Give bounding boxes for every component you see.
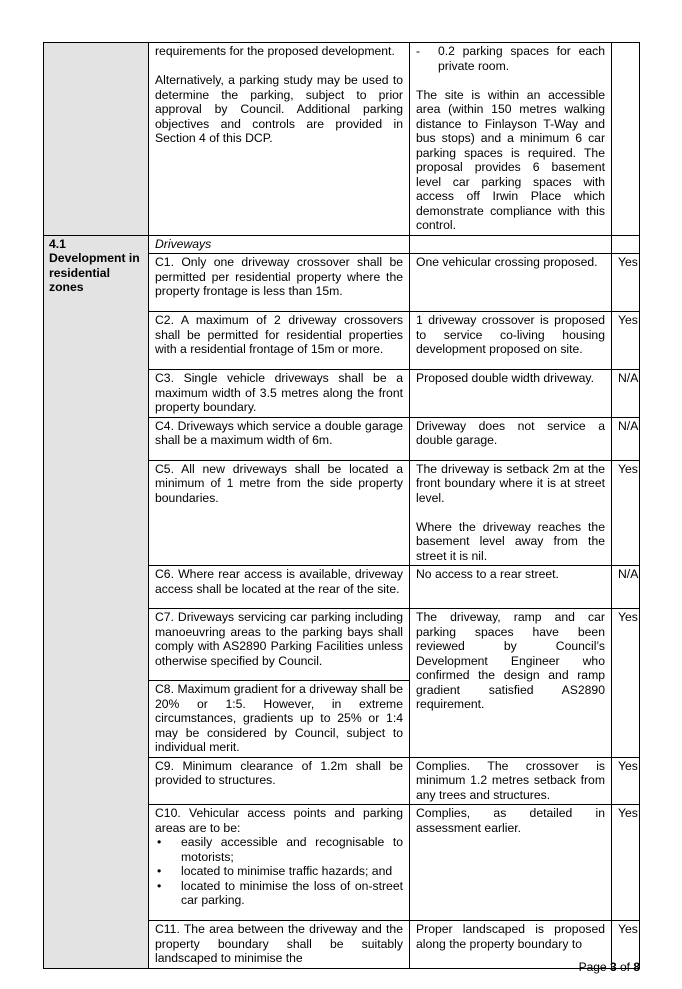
section-heading: 4.1 Development in residential zones [49,236,140,294]
comment-cell [410,460,612,566]
bullet-marker: • [157,864,162,878]
bullet-marker: • [157,835,162,849]
table-row [44,235,640,254]
control-cell: C1. Only one driveway crossover shall be permitted per residential property where the property frontage is less than 15m. [149,254,410,312]
section-cell [44,43,149,236]
comment-cell: Proper landscaped is proposed along the property boundary to [410,921,612,969]
page-of: of [616,960,634,974]
comment-cell: 1 driveway crossover is proposed to service co-living housing development proposed on site. [410,312,612,370]
comment-cell: Driveway does not service a double garage. [410,417,612,460]
comment-cell: Complies, as detailed in assessment earlier. [410,805,612,921]
control-cell: C5. All new driveways shall be located a minimum of 1 metre from the side property boundaries. [149,460,410,566]
control-cell: C8. Maximum gradient for a driveway shall be 20% or 1:5. However, in extreme circumstances, gradients up to 25% or 1:4 may be considered by Council, subject to individual merit. [149,681,410,758]
result-cell: N/A [612,370,640,418]
result-cell: Yes [612,921,640,969]
comment-text: 0.2 parking spaces for each private room. [438,44,605,73]
compliance-table [43,42,640,969]
comment-cell: One vehicular crossing proposed. [410,254,612,312]
bullet-marker: • [157,878,162,893]
control-cell [149,805,410,921]
page-current: 3 [609,960,617,974]
dash-marker: - [416,44,421,58]
control-cell: C11. The area between the driveway and the property boundary shall be suitably landscaped to minimise the [149,921,410,969]
result-cell: Yes [612,757,640,805]
result-cell: Yes [612,254,640,312]
comment-text: The site is within an accessible area (within 150 metres walking distance to Finlayson T-Way and bus stops) and a minimum 6 car parking spaces is required. The proposal provides 6 basement level car parking spaces with access off Irwin Place which demonstrate compliance with this control. [416,87,605,232]
bullet-item [155,864,403,879]
table-row [44,43,640,236]
control-cell: C7. Driveways servicing car parking including manoeuvring areas to the parking bays shall comply with AS2890 Parking Facilities unless otherwise specified by Council. [149,609,410,681]
bullet-text: easily accessible and recognisable to motorists; [181,835,403,864]
comment-cell: Complies. The crossover is minimum 1.2 metres setback from any trees and structures. [410,757,612,805]
bullet-text: located to minimise the loss of on-street car parking. [181,878,403,907]
page-total: 8 [633,960,640,974]
comment-cell: No access to a rear street. [410,566,612,609]
control-cell: C9. Minimum clearance of 1.2m shall be provided to structures. [149,757,410,805]
result-cell [612,43,640,236]
comment-cell: The driveway, ramp and car parking spaces have been reviewed by Council’s Development Engineer who confirmed the design and ramp gradient satisfied AS2890 requirement. [410,609,612,758]
result-cell: Yes [612,460,640,566]
control-cell: C4. Driveways which service a double garage shall be a maximum width of 6m. [149,417,410,460]
subheading-cell: Driveways [149,235,410,254]
result-cell [612,235,640,254]
page-prefix: Page [578,960,610,974]
result-cell: Yes [612,312,640,370]
result-cell: N/A [612,417,640,460]
comment-text: Where the driveway reaches the basement level away from the street it is nil. [416,519,605,563]
control-text: requirements for the proposed development. [155,44,395,58]
section-cell [44,235,149,968]
comment-cell [410,235,612,254]
result-cell: Yes [612,805,640,921]
control-text: Alternatively, a parking study may be used to determine the parking, subject to prior approval by Council. Additional parking objectives and controls are provided in Section 4 of this DCP. [155,73,403,145]
comment-cell: Proposed double width driveway. [410,370,612,418]
result-cell: Yes [612,609,640,758]
dash-item [416,44,605,73]
control-cell [149,43,410,236]
bullet-text: located to minimise traffic hazards; and [181,864,393,878]
control-text: C10. Vehicular access points and parking areas are to be: [155,806,403,835]
page-number [579,960,640,974]
control-cell: C3. Single vehicle driveways shall be a maximum width of 3.5 metres along the front property boundary. [149,370,410,418]
comment-text: The driveway is setback 2m at the front boundary where it is at street level. [416,461,605,505]
comment-cell [410,43,612,236]
control-cell: C6. Where rear access is available, driveway access shall be located at the rear of the site. [149,566,410,609]
control-cell: C2. A maximum of 2 driveway crossovers shall be permitted for residential properties with a residential frontage of 15m or more. [149,312,410,370]
result-cell: N/A [612,566,640,609]
bullet-item [155,835,403,864]
bullet-item [155,879,403,908]
